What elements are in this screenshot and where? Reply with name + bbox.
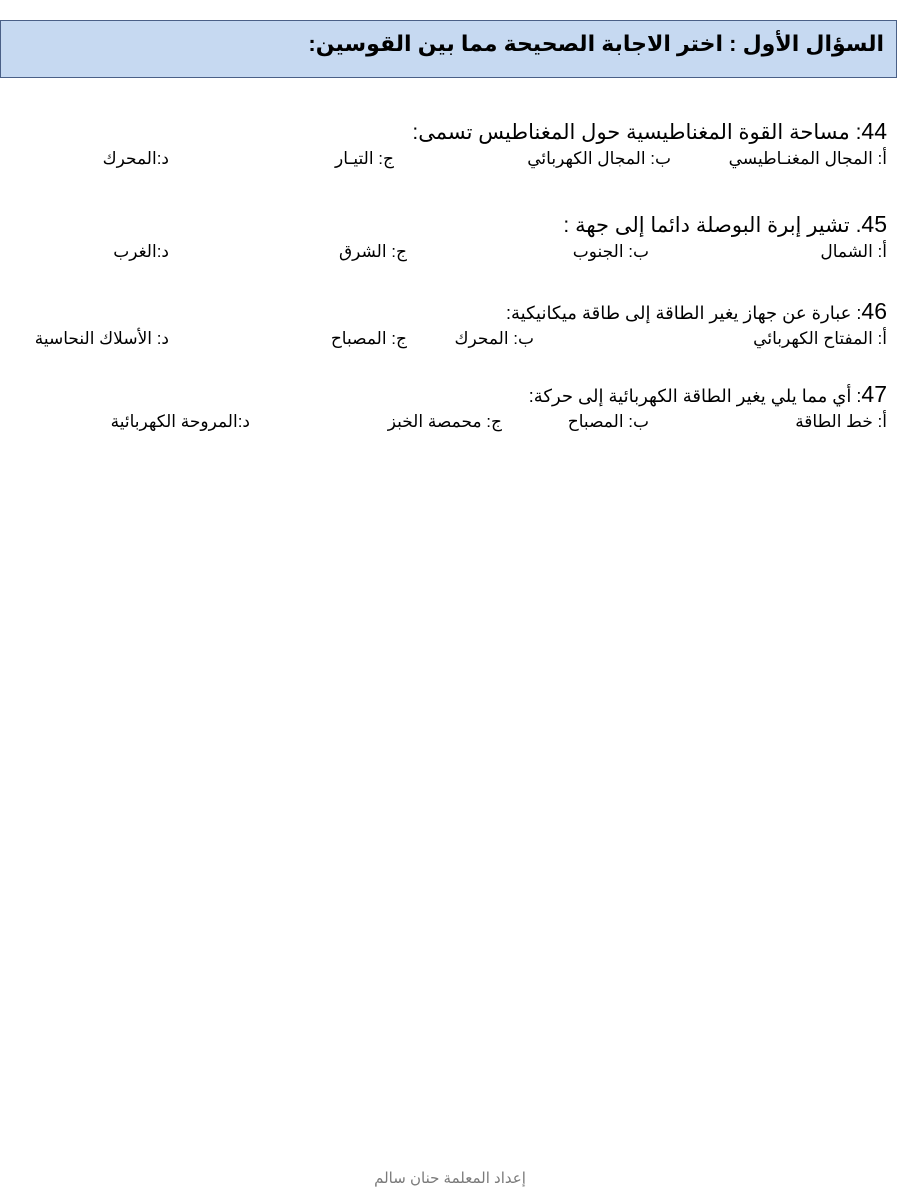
option-c[interactable]: ج: الشرق bbox=[338, 242, 407, 261]
question-stem bbox=[10, 118, 887, 148]
option-d[interactable]: د: الأسلاك النحاسية bbox=[34, 329, 169, 348]
footer-credit: إعداد المعلمة حنان سالم bbox=[374, 1170, 526, 1187]
option-c[interactable]: ج: التيـار bbox=[335, 149, 394, 168]
question-separator: : bbox=[856, 303, 862, 323]
question-number: 47 bbox=[861, 381, 887, 407]
question-45 bbox=[10, 211, 887, 263]
option-b[interactable]: ب: الجنوب bbox=[572, 242, 649, 261]
question-text: أي مما يلي يغير الطاقة الكهربائية إلى حركة: bbox=[528, 386, 857, 406]
option-d[interactable]: د:المحرك bbox=[102, 149, 169, 168]
option-d[interactable]: د:المروحة الكهربائية bbox=[110, 412, 250, 431]
question-44 bbox=[10, 118, 887, 170]
option-a[interactable]: أ: الشمال bbox=[820, 242, 887, 261]
question-stem bbox=[10, 298, 887, 328]
question-separator: : bbox=[855, 121, 862, 144]
question-stem bbox=[10, 211, 887, 241]
answer-options bbox=[10, 148, 887, 170]
question-separator: . bbox=[855, 214, 862, 237]
option-b[interactable]: ب: المصباح bbox=[567, 412, 649, 431]
question-number: 46 bbox=[861, 298, 887, 324]
option-d[interactable]: د:الغرب bbox=[113, 242, 169, 261]
question-number: 44 bbox=[861, 118, 887, 144]
answer-options bbox=[10, 328, 887, 350]
option-c[interactable]: ج: محمصة الخبز bbox=[387, 412, 502, 431]
question-47 bbox=[10, 381, 887, 433]
header-title: السؤال الأول : اختر الاجابة الصحيحة مما بين القوسين: bbox=[308, 31, 884, 56]
option-b[interactable]: ب: المجال الكهربائي bbox=[527, 149, 671, 168]
question-stem bbox=[10, 381, 887, 411]
option-a[interactable]: أ: المجال المغنـاطيسي bbox=[728, 149, 887, 168]
answer-options bbox=[10, 411, 887, 433]
question-text: عبارة عن جهاز يغير الطاقة إلى طاقة ميكانيكية: bbox=[505, 303, 857, 323]
question-header bbox=[0, 20, 897, 78]
question-separator: : bbox=[856, 386, 862, 406]
question-text: مساحة القوة المغناطيسية حول المغناطيس تسمى: bbox=[412, 121, 856, 144]
option-c[interactable]: ج: المصباح bbox=[330, 329, 407, 348]
option-a[interactable]: أ: خط الطاقة bbox=[795, 412, 887, 431]
question-number: 45 bbox=[861, 211, 887, 237]
question-46 bbox=[10, 298, 887, 350]
question-text: تشير إبرة البوصلة دائما إلى جهة : bbox=[563, 214, 856, 237]
option-a[interactable]: أ: المفتاح الكهربائي bbox=[753, 329, 887, 348]
answer-options bbox=[10, 241, 887, 263]
option-b[interactable]: ب: المحرك bbox=[454, 329, 534, 348]
